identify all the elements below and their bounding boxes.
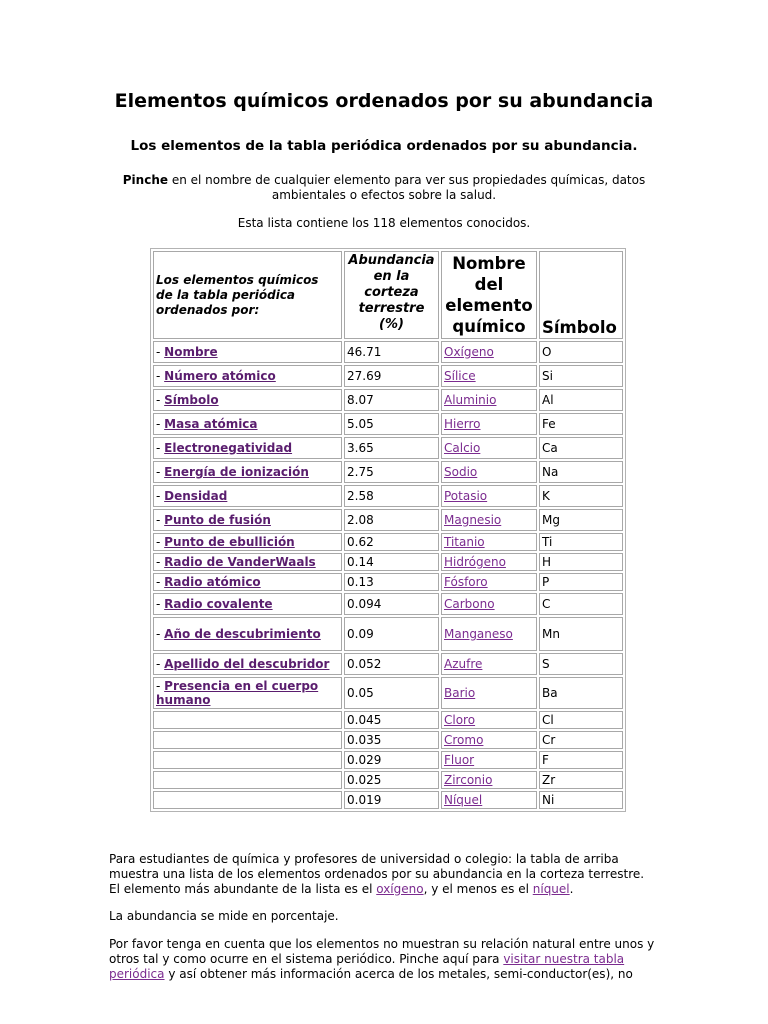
abundance-cell: 0.094 <box>344 593 439 615</box>
abundance-cell: 2.08 <box>344 509 439 531</box>
element-link[interactable]: Fósforo <box>444 575 488 589</box>
symbol-cell: S <box>539 653 623 675</box>
sort-dash: - <box>156 627 165 641</box>
element-name-cell <box>441 485 537 507</box>
abundance-cell: 2.75 <box>344 461 439 483</box>
page-subtitle: Los elementos de la tabla periódica ordenados por su abundancia. <box>130 138 638 154</box>
abundance-cell: 0.035 <box>344 731 439 749</box>
sort-cell <box>153 341 342 363</box>
sort-cell <box>153 617 342 651</box>
table-row <box>153 389 623 411</box>
element-link[interactable]: Manganeso <box>444 627 513 641</box>
symbol-cell: O <box>539 341 623 363</box>
abundance-cell: 0.14 <box>344 553 439 571</box>
table-row <box>153 751 623 769</box>
element-name-cell <box>441 731 537 749</box>
sort-cell <box>153 791 342 809</box>
sort-dash: - <box>156 679 165 693</box>
element-link[interactable]: Potasio <box>444 489 488 503</box>
sort-link[interactable]: Radio covalente <box>164 597 273 611</box>
table-row <box>153 617 623 651</box>
element-name-cell <box>441 677 537 709</box>
symbol-cell: Ti <box>539 533 623 551</box>
element-name-cell <box>441 593 537 615</box>
abundance-cell: 3.65 <box>344 437 439 459</box>
abundance-cell: 0.052 <box>344 653 439 675</box>
symbol-cell: C <box>539 593 623 615</box>
sort-dash: - <box>156 417 165 431</box>
abundance-cell: 0.045 <box>344 711 439 729</box>
element-name-cell <box>441 573 537 591</box>
element-name-cell <box>441 711 537 729</box>
symbol-cell: Ca <box>539 437 623 459</box>
element-name-cell <box>441 533 537 551</box>
sort-cell <box>153 573 342 591</box>
header-abundance: Abundancia en la corteza terrestre (%) <box>344 251 439 339</box>
symbol-cell: Cr <box>539 731 623 749</box>
explanation-line1: Para estudiantes de química y profesores de universidad o colegio: la tabla de arriba muestra una lista de los elementos ordenados por su abundancia en la corteza terrestre. <box>109 852 645 881</box>
table-row <box>153 653 623 675</box>
sort-dash: - <box>156 657 165 671</box>
header-symbol: Símbolo <box>539 251 623 339</box>
element-link[interactable]: Aluminio <box>444 393 497 407</box>
sort-cell <box>153 677 342 709</box>
sort-cell <box>153 751 342 769</box>
abundance-cell: 0.62 <box>344 533 439 551</box>
intro-text <box>120 173 648 203</box>
sort-cell <box>153 485 342 507</box>
symbol-cell: F <box>539 751 623 769</box>
element-link[interactable]: Hierro <box>444 417 481 431</box>
sort-dash: - <box>156 345 165 359</box>
table-row <box>153 573 623 591</box>
element-link[interactable]: Bario <box>444 686 476 700</box>
sort-cell <box>153 593 342 615</box>
element-name-cell <box>441 791 537 809</box>
sort-dash: - <box>156 441 165 455</box>
explanation-line2-post: . <box>569 882 574 896</box>
sort-link[interactable]: Densidad <box>164 489 228 503</box>
symbol-cell: Fe <box>539 413 623 435</box>
element-name-cell <box>441 461 537 483</box>
sort-cell <box>153 533 342 551</box>
sort-link[interactable]: Punto de ebullición <box>164 535 295 549</box>
sort-link[interactable]: Punto de fusión <box>164 513 271 527</box>
element-link[interactable]: Magnesio <box>444 513 502 527</box>
table-row <box>153 791 623 809</box>
sort-cell <box>153 553 342 571</box>
element-link[interactable]: Cloro <box>444 713 476 727</box>
sort-link[interactable]: Masa atómica <box>164 417 258 431</box>
abundance-cell: 46.71 <box>344 341 439 363</box>
sort-link[interactable]: Radio de VanderWaals <box>164 555 316 569</box>
header-ordered-by: Los elementos químicos de la tabla periódica ordenados por: <box>153 251 342 339</box>
sort-cell <box>153 711 342 729</box>
table-row <box>153 677 623 709</box>
abundance-cell: 0.09 <box>344 617 439 651</box>
abundance-cell: 0.025 <box>344 771 439 789</box>
element-link[interactable]: Sílice <box>444 369 476 383</box>
link-niquel[interactable]: níquel <box>532 882 570 896</box>
elements-table <box>150 248 626 812</box>
element-name-cell <box>441 509 537 531</box>
element-name-cell <box>441 617 537 651</box>
element-link[interactable]: Hidrógeno <box>444 555 506 569</box>
abundance-cell: 5.05 <box>344 413 439 435</box>
periodic-table-note <box>109 937 669 982</box>
sort-link[interactable]: Nombre <box>164 345 218 359</box>
sort-cell <box>153 771 342 789</box>
sort-cell <box>153 365 342 387</box>
symbol-cell: Cl <box>539 711 623 729</box>
sort-cell <box>153 437 342 459</box>
abundance-cell: 2.58 <box>344 485 439 507</box>
sort-dash: - <box>156 465 165 479</box>
table-row <box>153 413 623 435</box>
explanation-paragraph <box>109 852 669 897</box>
element-name-cell <box>441 771 537 789</box>
symbol-cell: Si <box>539 365 623 387</box>
element-name-cell <box>441 437 537 459</box>
sort-link[interactable]: Electronegatividad <box>164 441 293 455</box>
element-link[interactable]: Sodio <box>444 465 478 479</box>
sort-cell <box>153 653 342 675</box>
symbol-cell: Mn <box>539 617 623 651</box>
abundance-cell: 0.05 <box>344 677 439 709</box>
element-link[interactable]: Azufre <box>444 657 483 671</box>
element-link[interactable]: Cromo <box>444 733 484 747</box>
element-link[interactable]: Titanio <box>444 535 485 549</box>
symbol-cell: Na <box>539 461 623 483</box>
sort-dash: - <box>156 489 165 503</box>
note-post: y así obtener más información acerca de los metales, semi-conductor(es), no <box>164 967 633 981</box>
header-element-name: Nombre del elemento químico <box>441 251 537 339</box>
sort-link[interactable]: Presencia en el cuerpo humano <box>156 679 319 707</box>
explanation-line2-pre: El elemento más abundante de la lista es el <box>109 882 377 896</box>
element-link[interactable]: Calcio <box>444 441 481 455</box>
table-row <box>153 711 623 729</box>
element-name-cell <box>441 751 537 769</box>
sort-cell <box>153 461 342 483</box>
element-count-text: Esta lista contiene los 118 elementos conocidos. <box>237 216 531 230</box>
abundance-cell: 8.07 <box>344 389 439 411</box>
sort-dash: - <box>156 535 165 549</box>
abundance-cell: 0.13 <box>344 573 439 591</box>
symbol-cell: Zr <box>539 771 623 789</box>
element-link[interactable]: Oxígeno <box>444 345 494 359</box>
symbol-cell: K <box>539 485 623 507</box>
table-header-row <box>153 251 623 339</box>
abundance-cell: 0.029 <box>344 751 439 769</box>
sort-link[interactable]: Apellido del descubridor <box>164 657 330 671</box>
sort-link[interactable]: Radio atómico <box>164 575 261 589</box>
table-row <box>153 485 623 507</box>
table-row <box>153 461 623 483</box>
sort-dash: - <box>156 369 165 383</box>
explanation-line2-mid: , y el menos es el <box>423 882 533 896</box>
table-row <box>153 553 623 571</box>
sort-dash: - <box>156 393 165 407</box>
symbol-cell: Ni <box>539 791 623 809</box>
sort-link[interactable]: Número atómico <box>164 369 276 383</box>
element-name-cell <box>441 389 537 411</box>
intro-bold: Pinche <box>122 173 169 187</box>
element-name-cell <box>441 413 537 435</box>
sort-cell <box>153 509 342 531</box>
page-title: Elementos químicos ordenados por su abundancia <box>114 90 654 112</box>
sort-cell <box>153 731 342 749</box>
element-link[interactable]: Carbono <box>444 597 495 611</box>
table-row <box>153 365 623 387</box>
element-name-cell <box>441 341 537 363</box>
table-row <box>153 341 623 363</box>
sort-dash: - <box>156 575 165 589</box>
table-row <box>153 533 623 551</box>
table-row <box>153 593 623 615</box>
element-link[interactable]: Fluor <box>444 753 475 767</box>
sort-link[interactable]: Símbolo <box>164 393 219 407</box>
element-link[interactable]: Zirconio <box>444 773 493 787</box>
sort-cell <box>153 389 342 411</box>
link-periodic-table[interactable]: visitar nuestra tabla periódica <box>109 952 625 981</box>
measure-note: La abundancia se mide en porcentaje. <box>109 909 339 923</box>
abundance-cell: 27.69 <box>344 365 439 387</box>
sort-dash: - <box>156 513 165 527</box>
table-row <box>153 771 623 789</box>
sort-cell <box>153 413 342 435</box>
symbol-cell: H <box>539 553 623 571</box>
element-name-cell <box>441 553 537 571</box>
abundance-cell: 0.019 <box>344 791 439 809</box>
sort-link[interactable]: Energía de ionización <box>164 465 309 479</box>
sort-link[interactable]: Año de descubrimiento <box>164 627 321 641</box>
symbol-cell: P <box>539 573 623 591</box>
note-pre: Por favor tenga en cuenta que los elementos no muestran su relación natural entre unos y otros tal y como ocurre en el sistema periódico. Pinche aquí para <box>109 937 655 966</box>
table-row <box>153 437 623 459</box>
element-link[interactable]: Níquel <box>444 793 483 807</box>
symbol-cell: Mg <box>539 509 623 531</box>
table-row <box>153 509 623 531</box>
element-name-cell <box>441 653 537 675</box>
table-row <box>153 731 623 749</box>
intro-rest: en el nombre de cualquier elemento para ver sus propiedades químicas, datos ambientales o efectos sobre la salud. <box>168 173 646 202</box>
link-oxigeno[interactable]: oxígeno <box>376 882 424 896</box>
element-name-cell <box>441 365 537 387</box>
sort-dash: - <box>156 597 165 611</box>
symbol-cell: Ba <box>539 677 623 709</box>
sort-dash: - <box>156 555 165 569</box>
table-body <box>153 341 623 809</box>
symbol-cell: Al <box>539 389 623 411</box>
